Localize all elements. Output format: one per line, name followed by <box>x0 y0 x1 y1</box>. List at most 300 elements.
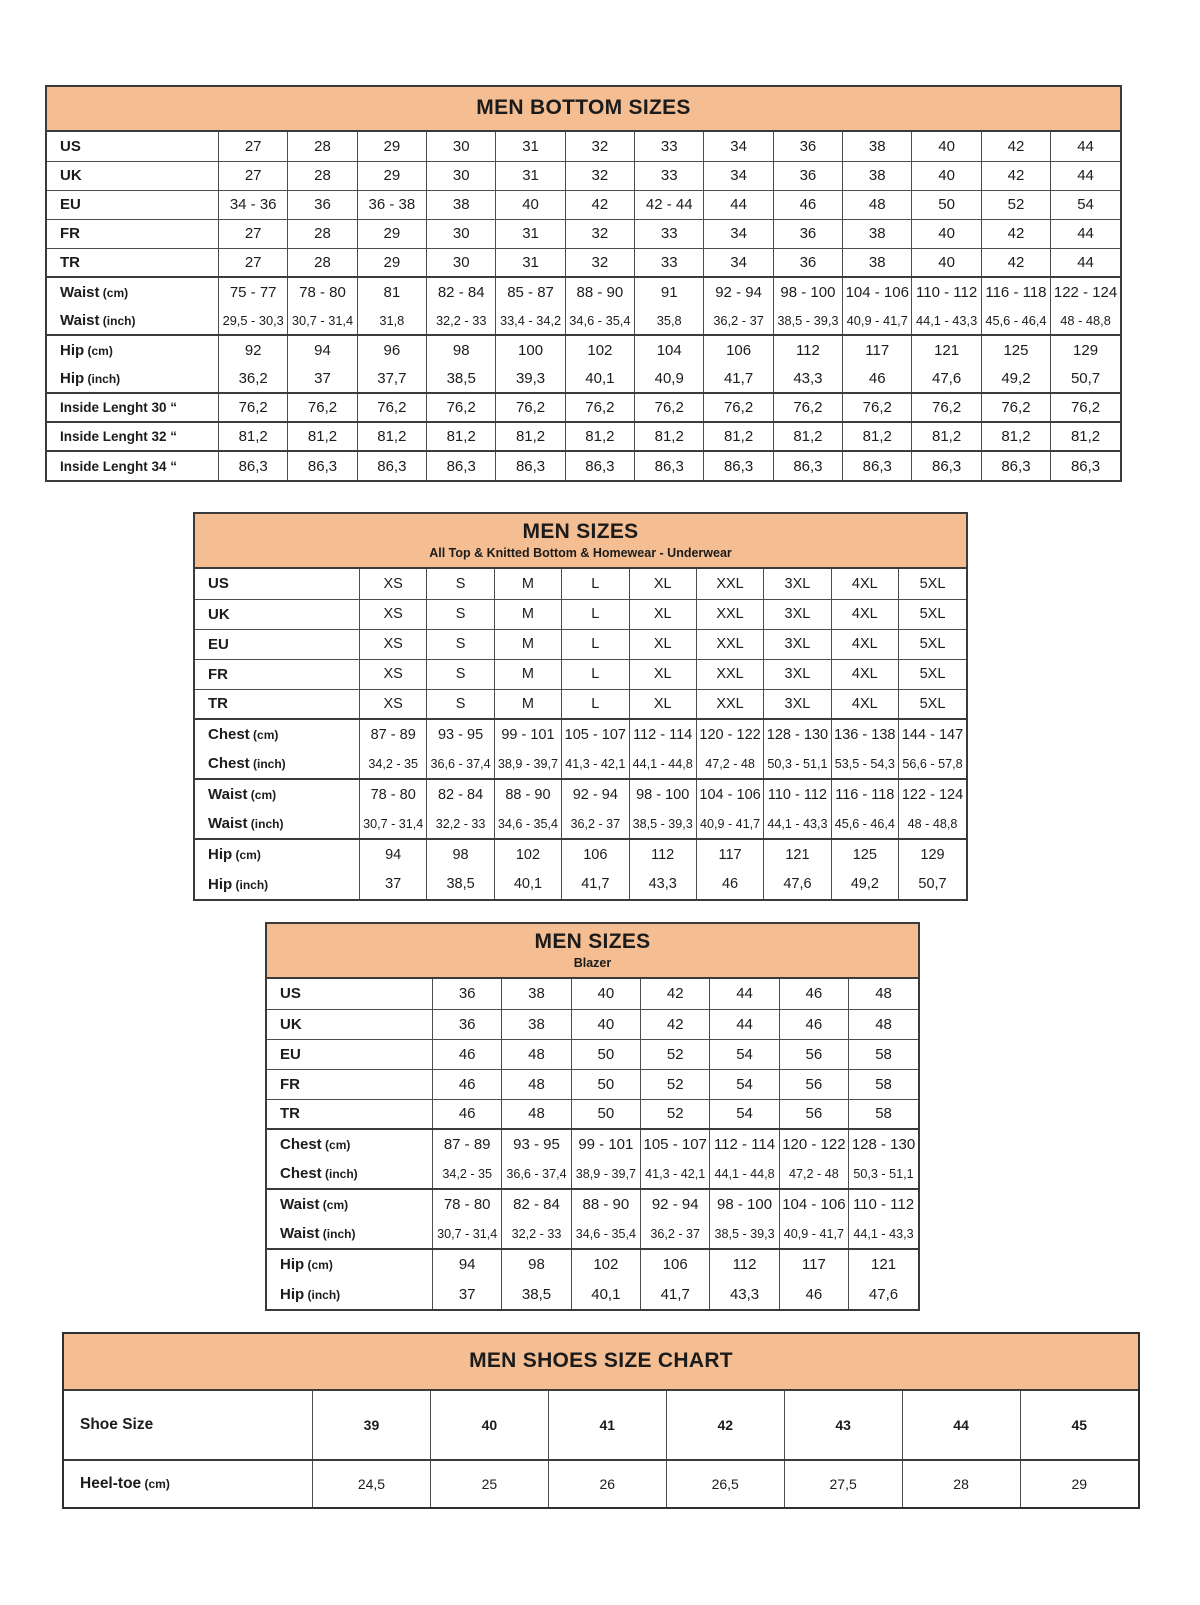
table-cell: 45,6 - 46,4 <box>981 306 1050 335</box>
table-cell: 86,3 <box>288 451 357 480</box>
table-cell: 31 <box>496 132 565 161</box>
table-cell: 87 - 89 <box>433 1129 502 1159</box>
table-cell: 36 <box>433 1009 502 1039</box>
row-label-text: Chest <box>280 1136 322 1153</box>
table-cell: 31 <box>496 248 565 277</box>
table-cell: 36,2 - 37 <box>641 1219 710 1249</box>
table-cell: 86,3 <box>912 451 981 480</box>
table-cell: 98 <box>427 839 494 869</box>
table-cell: 44 <box>704 190 773 219</box>
table-cell: 5XL <box>899 659 967 689</box>
table-cell: 50 <box>912 190 981 219</box>
table-cell: 24,5 <box>313 1460 431 1507</box>
row-label-unit: (inch) <box>84 371 121 386</box>
table-cell: 92 - 94 <box>562 779 629 809</box>
table-cell: 25 <box>430 1460 548 1507</box>
table-cell: L <box>562 629 629 659</box>
row-label-text: Waist <box>60 283 100 301</box>
table-cell: 92 - 94 <box>641 1189 710 1219</box>
table-cell: 46 <box>696 869 763 899</box>
table-cell: 40 <box>912 248 981 277</box>
table-cell: 27 <box>219 248 288 277</box>
table-cell: 35,8 <box>635 306 704 335</box>
table-cell: 29 <box>357 219 426 248</box>
table-cell: 34 <box>704 132 773 161</box>
table-cell: 112 <box>629 839 696 869</box>
table-cell: 81,2 <box>496 422 565 451</box>
table-cell: 44 <box>1051 132 1120 161</box>
row-label-unit: (cm) <box>249 728 279 742</box>
row-label <box>267 979 433 1009</box>
row-label-unit: (cm) <box>321 1138 351 1152</box>
row-label-text: FR <box>280 1075 300 1093</box>
row-label-text: Inside Lenght 32 “ <box>60 429 178 444</box>
row-label <box>267 1039 433 1069</box>
table-cell: 34 <box>704 161 773 190</box>
table-cell: 50,3 - 51,1 <box>849 1159 918 1189</box>
row-label-text: Hip <box>208 846 233 863</box>
table-cell: 117 <box>843 335 912 364</box>
table-cell: 81,2 <box>912 422 981 451</box>
row-label-text: Shoe Size <box>80 1416 154 1433</box>
table-cell: 28 <box>288 248 357 277</box>
row-label <box>267 1069 433 1099</box>
row-label-text: Waist <box>208 786 248 803</box>
row-label <box>47 132 219 161</box>
table-cell: 38,5 <box>427 364 496 393</box>
row-label-text: Chest <box>208 726 250 743</box>
table-cell: 4XL <box>831 599 898 629</box>
table-cell: 40 <box>496 190 565 219</box>
table-cell: 52 <box>641 1039 710 1069</box>
table-title: MEN BOTTOM SIZES <box>476 96 691 120</box>
table-cell: XS <box>360 599 427 629</box>
table-cell: 32 <box>565 132 634 161</box>
table-cell: 105 - 107 <box>562 719 629 749</box>
table-cell: 44,1 - 44,8 <box>629 749 696 779</box>
row-label-text: Waist <box>280 1196 320 1213</box>
table-cell: 48 - 48,8 <box>899 809 967 839</box>
table-cell: 41,3 - 42,1 <box>562 749 629 779</box>
row-label-text: TR <box>60 253 80 271</box>
table-cell: 33 <box>635 219 704 248</box>
table-cell: 76,2 <box>1051 393 1120 422</box>
table-cell: 5XL <box>899 689 967 719</box>
table-cell: 82 - 84 <box>502 1189 571 1219</box>
table-cell: 3XL <box>764 629 831 659</box>
table-cell: 56 <box>779 1039 848 1069</box>
table-cell: 44,1 - 44,8 <box>710 1159 779 1189</box>
table-cell: 42 <box>981 248 1050 277</box>
table-cell: 50 <box>571 1069 640 1099</box>
table-cell: 75 - 77 <box>219 277 288 306</box>
table-cell: 76,2 <box>912 393 981 422</box>
table-cell: 94 <box>433 1249 502 1279</box>
row-label-unit: (inch) <box>99 313 136 328</box>
table-cell: 88 - 90 <box>494 779 561 809</box>
table-cell: 36 <box>773 248 842 277</box>
table-cell: 48 - 48,8 <box>1051 306 1120 335</box>
table-cell: S <box>427 599 494 629</box>
table-cell: 106 <box>704 335 773 364</box>
table-cell: XS <box>360 569 427 599</box>
table-cell: 76,2 <box>565 393 634 422</box>
row-label-unit: (cm) <box>304 1258 333 1272</box>
row-label-unit: (cm) <box>141 1477 170 1491</box>
table-cell: 129 <box>1051 335 1120 364</box>
row-label-text: Hip <box>280 1256 305 1273</box>
table-cell: 47,6 <box>849 1279 918 1309</box>
table-cell: 38 <box>843 132 912 161</box>
size-grid <box>195 569 966 899</box>
table-cell: 41,7 <box>641 1279 710 1309</box>
table-cell: M <box>494 659 561 689</box>
table-cell: 49,2 <box>981 364 1050 393</box>
row-label-text: Hip <box>208 875 233 893</box>
table-cell: 41,7 <box>562 869 629 899</box>
table-cell: XS <box>360 659 427 689</box>
table-cell: 46 <box>843 364 912 393</box>
table-cell: 40,9 <box>635 364 704 393</box>
table-cell: 42 <box>981 161 1050 190</box>
table-cell: 40,1 <box>565 364 634 393</box>
table-cell: 41 <box>548 1391 666 1460</box>
table-cell: 110 - 112 <box>764 779 831 809</box>
table-cell: 30,7 - 31,4 <box>360 809 427 839</box>
table-cell: 52 <box>641 1099 710 1129</box>
row-label-text: Inside Lenght 34 “ <box>60 458 178 474</box>
table-cell: 40 <box>912 161 981 190</box>
table-title: MEN SHOES SIZE CHART <box>469 1349 733 1373</box>
row-label <box>47 190 219 219</box>
table-cell: 129 <box>899 839 967 869</box>
table-cell: 34 <box>704 219 773 248</box>
table-cell: 3XL <box>764 689 831 719</box>
table-cell: 54 <box>710 1099 779 1129</box>
table-cell: 86,3 <box>773 451 842 480</box>
table-cell: 86,3 <box>496 451 565 480</box>
table-cell: S <box>427 689 494 719</box>
row-label <box>47 248 219 277</box>
row-label <box>267 1219 433 1249</box>
row-label <box>47 335 219 364</box>
row-label-text: Hip <box>60 341 85 359</box>
table-cell: 122 - 124 <box>1051 277 1120 306</box>
table-cell: 40,9 - 41,7 <box>696 809 763 839</box>
table-cell: 38,5 <box>427 869 494 899</box>
size-grid <box>64 1391 1138 1507</box>
table-title: MEN SIZES <box>522 520 639 544</box>
table-cell: 48 <box>843 190 912 219</box>
table-cell: 53,5 - 54,3 <box>831 749 898 779</box>
table-cell: 81,2 <box>565 422 634 451</box>
table-cell: 46 <box>779 1279 848 1309</box>
table-cell: 41,3 - 42,1 <box>641 1159 710 1189</box>
table-cell: 34 - 36 <box>219 190 288 219</box>
table-cell: 121 <box>764 839 831 869</box>
table-cell: 46 <box>433 1099 502 1129</box>
table-cell: 93 - 95 <box>502 1129 571 1159</box>
table-cell: 43,3 <box>629 869 696 899</box>
men-bottom-sizes-table <box>45 85 1122 482</box>
row-label <box>47 306 219 335</box>
men-shoes-size-table <box>62 1332 1140 1509</box>
table-cell: 50,3 - 51,1 <box>764 749 831 779</box>
table-cell: XL <box>629 569 696 599</box>
row-label-unit: (inch) <box>304 1287 341 1302</box>
size-grid <box>47 132 1120 480</box>
table-cell: 27 <box>219 161 288 190</box>
table-cell: M <box>494 569 561 599</box>
table-cell: M <box>494 689 561 719</box>
row-label-text: UK <box>280 1015 302 1033</box>
table-cell: 125 <box>831 839 898 869</box>
row-label-unit: (cm) <box>232 848 261 862</box>
row-label-text: US <box>280 985 301 1003</box>
table-cell: 88 - 90 <box>565 277 634 306</box>
row-label-text: Hip <box>60 369 85 387</box>
table-cell: 46 <box>779 979 848 1009</box>
table-cell: 30 <box>427 161 496 190</box>
row-label <box>267 1129 433 1159</box>
row-label-text: TR <box>280 1105 300 1123</box>
table-cell: 76,2 <box>219 393 288 422</box>
row-label-text: EU <box>60 196 81 213</box>
table-cell: XXL <box>696 569 763 599</box>
row-label <box>195 839 360 869</box>
table-cell: 94 <box>360 839 427 869</box>
table-cell: 36,6 - 37,4 <box>427 749 494 779</box>
row-label-unit: (inch) <box>232 877 269 892</box>
table-cell: 117 <box>779 1249 848 1279</box>
table-cell: 92 - 94 <box>704 277 773 306</box>
row-label <box>195 689 360 719</box>
table-cell: 76,2 <box>357 393 426 422</box>
table-cell: 47,6 <box>764 869 831 899</box>
row-label-text: EU <box>280 1045 301 1063</box>
row-label-unit: (cm) <box>247 788 277 802</box>
table-cell: 81,2 <box>704 422 773 451</box>
table-cell: 28 <box>288 161 357 190</box>
table-cell: L <box>562 659 629 689</box>
table-cell: 48 <box>849 1009 918 1039</box>
table-cell: XS <box>360 689 427 719</box>
table-cell: 38,5 - 39,3 <box>773 306 842 335</box>
size-grid <box>267 979 918 1309</box>
row-label <box>47 451 219 480</box>
table-title: MEN SIZES <box>534 930 651 954</box>
row-label <box>195 869 360 899</box>
table-subtitle: All Top & Knitted Bottom & Homewear - Underwear <box>429 546 732 561</box>
table-cell: 36,2 - 37 <box>562 809 629 839</box>
row-label-text: Chest <box>208 755 250 772</box>
table-cell: 29 <box>1020 1460 1138 1507</box>
row-label <box>267 1279 433 1309</box>
row-label-unit: (cm) <box>319 1198 349 1212</box>
table-cell: 4XL <box>831 629 898 659</box>
table-cell: 86,3 <box>1051 451 1120 480</box>
table-cell: 52 <box>641 1069 710 1099</box>
row-label-text: TR <box>208 695 228 713</box>
table-cell: 44 <box>710 979 779 1009</box>
table-cell: 42 <box>641 979 710 1009</box>
table-cell: 58 <box>849 1099 918 1129</box>
table-cell: 50 <box>571 1099 640 1129</box>
row-label <box>195 629 360 659</box>
table-cell: 30 <box>427 132 496 161</box>
table-cell: 106 <box>562 839 629 869</box>
table-cell: 104 - 106 <box>696 779 763 809</box>
row-label <box>195 599 360 629</box>
table-cell: 50,7 <box>899 869 967 899</box>
row-label-unit: (inch) <box>247 817 284 831</box>
table-cell: 76,2 <box>704 393 773 422</box>
table-cell: 94 <box>288 335 357 364</box>
table-cell: 98 - 100 <box>710 1189 779 1219</box>
table-cell: 44 <box>710 1009 779 1039</box>
table-cell: 5XL <box>899 629 967 659</box>
table-cell: 48 <box>502 1099 571 1129</box>
table-cell: 33 <box>635 161 704 190</box>
table-cell: 48 <box>502 1039 571 1069</box>
table-cell: L <box>562 599 629 629</box>
table-cell: 76,2 <box>843 393 912 422</box>
table-cell: 44,1 - 43,3 <box>912 306 981 335</box>
table-cell: 116 - 118 <box>981 277 1050 306</box>
table-cell: L <box>562 569 629 599</box>
table-cell: 38 <box>502 1009 571 1039</box>
table-cell: 87 - 89 <box>360 719 427 749</box>
table-cell: 81,2 <box>635 422 704 451</box>
table-cell: 58 <box>849 1039 918 1069</box>
table-cell: 28 <box>902 1460 1020 1507</box>
table-cell: 36 <box>773 132 842 161</box>
table-cell: 48 <box>849 979 918 1009</box>
row-label <box>267 1099 433 1129</box>
row-label <box>47 422 219 451</box>
row-label-text: US <box>208 575 229 593</box>
table-cell: 39,3 <box>496 364 565 393</box>
table-cell: 41,7 <box>704 364 773 393</box>
table-cell: 44 <box>1051 219 1120 248</box>
row-label-text: Waist <box>60 311 100 329</box>
table-cell: 47,6 <box>912 364 981 393</box>
table-cell: S <box>427 659 494 689</box>
row-label <box>195 719 360 749</box>
table-cell: 42 <box>565 190 634 219</box>
table-cell: 29,5 - 30,3 <box>219 306 288 335</box>
row-label-text: Inside Lenght 30 “ <box>60 400 178 415</box>
table-cell: 144 - 147 <box>899 719 967 749</box>
table-cell: 32 <box>565 248 634 277</box>
table-cell: 36 <box>773 161 842 190</box>
table-cell: 32 <box>565 219 634 248</box>
table-cell: 86,3 <box>427 451 496 480</box>
table-cell: 54 <box>710 1069 779 1099</box>
table-cell: 36 <box>433 979 502 1009</box>
table-cell: 86,3 <box>704 451 773 480</box>
table-header <box>47 87 1120 132</box>
table-cell: 81,2 <box>843 422 912 451</box>
table-cell: 28 <box>288 132 357 161</box>
table-cell: 38 <box>843 219 912 248</box>
row-label-unit: (cm) <box>99 285 129 300</box>
row-label-unit: (inch) <box>249 757 286 771</box>
table-cell: 54 <box>710 1039 779 1069</box>
table-cell: 116 - 118 <box>831 779 898 809</box>
table-cell: 34,2 - 35 <box>360 749 427 779</box>
table-cell: 76,2 <box>635 393 704 422</box>
table-cell: 26 <box>548 1460 666 1507</box>
table-cell: 38,9 - 39,7 <box>571 1159 640 1189</box>
row-label <box>195 809 360 839</box>
table-cell: 81 <box>357 277 426 306</box>
table-cell: 91 <box>635 277 704 306</box>
row-label <box>267 1189 433 1219</box>
row-label <box>195 749 360 779</box>
table-cell: 50 <box>571 1039 640 1069</box>
table-cell: 56 <box>779 1099 848 1129</box>
row-label-text: Chest <box>280 1165 322 1182</box>
row-label-text: Hip <box>280 1285 305 1303</box>
table-cell: 82 - 84 <box>427 779 494 809</box>
row-label <box>47 161 219 190</box>
table-cell: XL <box>629 629 696 659</box>
table-cell: 44,1 - 43,3 <box>849 1219 918 1249</box>
table-cell: 37,7 <box>357 364 426 393</box>
table-cell: 45,6 - 46,4 <box>831 809 898 839</box>
table-cell: 58 <box>849 1069 918 1099</box>
table-cell: 34,6 - 35,4 <box>571 1219 640 1249</box>
table-cell: 44 <box>1051 248 1120 277</box>
table-cell: 27,5 <box>784 1460 902 1507</box>
table-cell: 38,5 - 39,3 <box>710 1219 779 1249</box>
row-label-text: UK <box>208 605 230 623</box>
table-cell: 104 - 106 <box>843 277 912 306</box>
table-cell: XL <box>629 659 696 689</box>
table-cell: 4XL <box>831 689 898 719</box>
table-cell: 99 - 101 <box>571 1129 640 1159</box>
table-cell: 102 <box>494 839 561 869</box>
table-cell: 40 <box>571 1009 640 1039</box>
table-cell: 3XL <box>764 569 831 599</box>
table-cell: 76,2 <box>496 393 565 422</box>
table-cell: 76,2 <box>288 393 357 422</box>
table-cell: 128 - 130 <box>849 1129 918 1159</box>
table-cell: 38 <box>427 190 496 219</box>
table-cell: 27 <box>219 132 288 161</box>
table-cell: 42 - 44 <box>635 190 704 219</box>
row-label <box>195 659 360 689</box>
table-cell: 86,3 <box>635 451 704 480</box>
table-cell: 5XL <box>899 599 967 629</box>
table-cell: 39 <box>313 1391 431 1460</box>
table-cell: 102 <box>571 1249 640 1279</box>
table-cell: 81,2 <box>773 422 842 451</box>
table-cell: 56,6 - 57,8 <box>899 749 967 779</box>
row-label-text: Waist <box>280 1225 320 1242</box>
row-label-text: Waist <box>208 815 248 832</box>
row-label <box>195 779 360 809</box>
table-cell: 32,2 - 33 <box>502 1219 571 1249</box>
row-label <box>267 1249 433 1279</box>
table-cell: 92 <box>219 335 288 364</box>
table-cell: 40,1 <box>571 1279 640 1309</box>
table-cell: 42 <box>981 219 1050 248</box>
table-cell: 81,2 <box>219 422 288 451</box>
row-label-unit: (inch) <box>321 1167 358 1181</box>
table-cell: 40 <box>430 1391 548 1460</box>
